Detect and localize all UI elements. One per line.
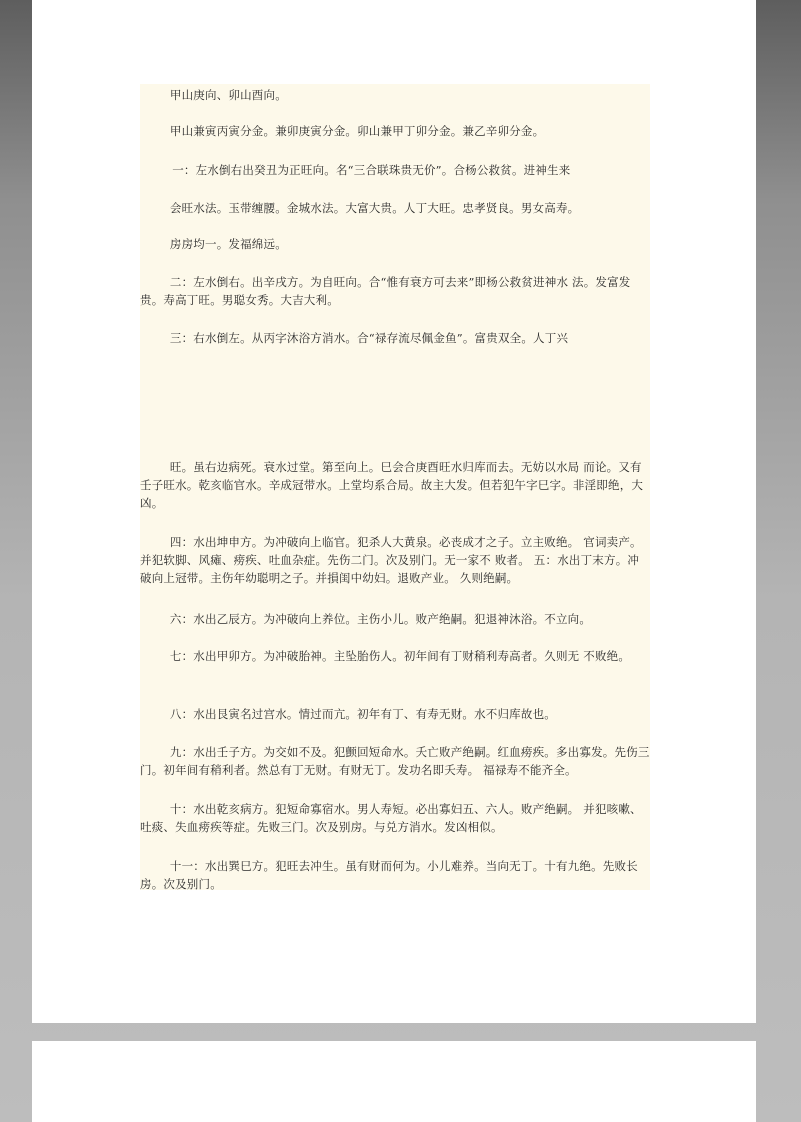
paragraph-item-7: 七：水出甲卯方。为冲破胎神。主坠胎伤人。初年间有丁财稍利寿高者。久则无 不败绝。	[169, 649, 631, 663]
paragraph-item-6: 六：水出乙辰方。为冲破向上养位。主伤小儿。败产绝嗣。犯退神沐浴。不立向。	[169, 612, 592, 626]
next-page	[32, 1041, 756, 1122]
document-page	[32, 0, 756, 1023]
paragraph-item-3: 三：右水倒左。从丙字沐浴方消水。合“禄存流尽佩金鱼”。富贵双全。人丁兴	[169, 331, 569, 345]
paragraph-item-3-cont: 旺。虽右边病死。衰水过堂。第至向上。巳会合庚酉旺水归库而去。无妨以水局 而论。又有壬子旺水。乾亥临官水。辛成冠带水。上堂均系合局。故主大发。但若犯午字巳字。非淫即绝，大凶。	[140, 460, 644, 510]
text-block	[140, 84, 650, 890]
paragraph-item-11: 十一：水出巽巳方。犯旺去冲生。虽有财而何为。小儿难养。当向无丁。十有九绝。先败长房。次及别门。	[140, 859, 638, 891]
paragraph-item-1: 一：左水倒右出癸丑为正旺向。名“三合联珠贵无价”。合杨公救贫。进神生来	[172, 163, 571, 177]
paragraph-item-10: 十：水出乾亥病方。犯短命寡宿水。男人寿短。必出寡妇五、六人。败产绝嗣。 并犯咳嗽、吐痰、失血痨疾等症。先败三门。次及别房。与兑方消水。发凶相似。	[140, 802, 642, 834]
paragraph-heading: 甲山庚向、卯山酉向。	[169, 88, 287, 102]
paragraph-item-2: 二：左水倒右。出辛戌方。为自旺向。合“惟有衰方可去来”即杨公救贫进神水 法。发富发贵。寿高丁旺。男聪女秀。大吉大利。	[140, 275, 631, 307]
paragraph-item-1-end: 房房均一。发福绵远。	[169, 237, 287, 251]
paragraph-item-4-5: 四：水出坤申方。为冲破向上临官。犯杀人大黄泉。必丧成才之子。立主败绝。 官词卖产。并犯软脚、风瘫、痨疾、吐血杂症。先伤二门。次及别门。无一家不 败者。 五：水出丁末方。冲破向上冠带。主伤年幼聪明之子。并損闺中幼妇。退败产业。 久则绝嗣。	[140, 535, 642, 585]
paragraph-item-9: 九：水出壬子方。为交如不及。犯颤回短命水。夭亡败产绝嗣。红血痨疾。多出寡发。先伤三门。初年间有稍利者。然总有丁无财。有财无丁。发功名即夭寿。 福禄寿不能齐全。	[140, 745, 650, 777]
paragraph-item-8: 八：水出艮寅名过宫水。情过而亢。初年有丁、有寿无财。水不归库故也。	[169, 707, 556, 721]
paragraph-item-1-cont: 会旺水法。玉带缠腰。金城水法。大富大贵。人丁大旺。忠孝贤良。男女高寿。	[169, 201, 580, 215]
paragraph-fenjin: 甲山兼寅丙寅分金。兼卯庚寅分金。卯山兼甲丁卯分金。兼乙辛卯分金。	[169, 124, 545, 138]
